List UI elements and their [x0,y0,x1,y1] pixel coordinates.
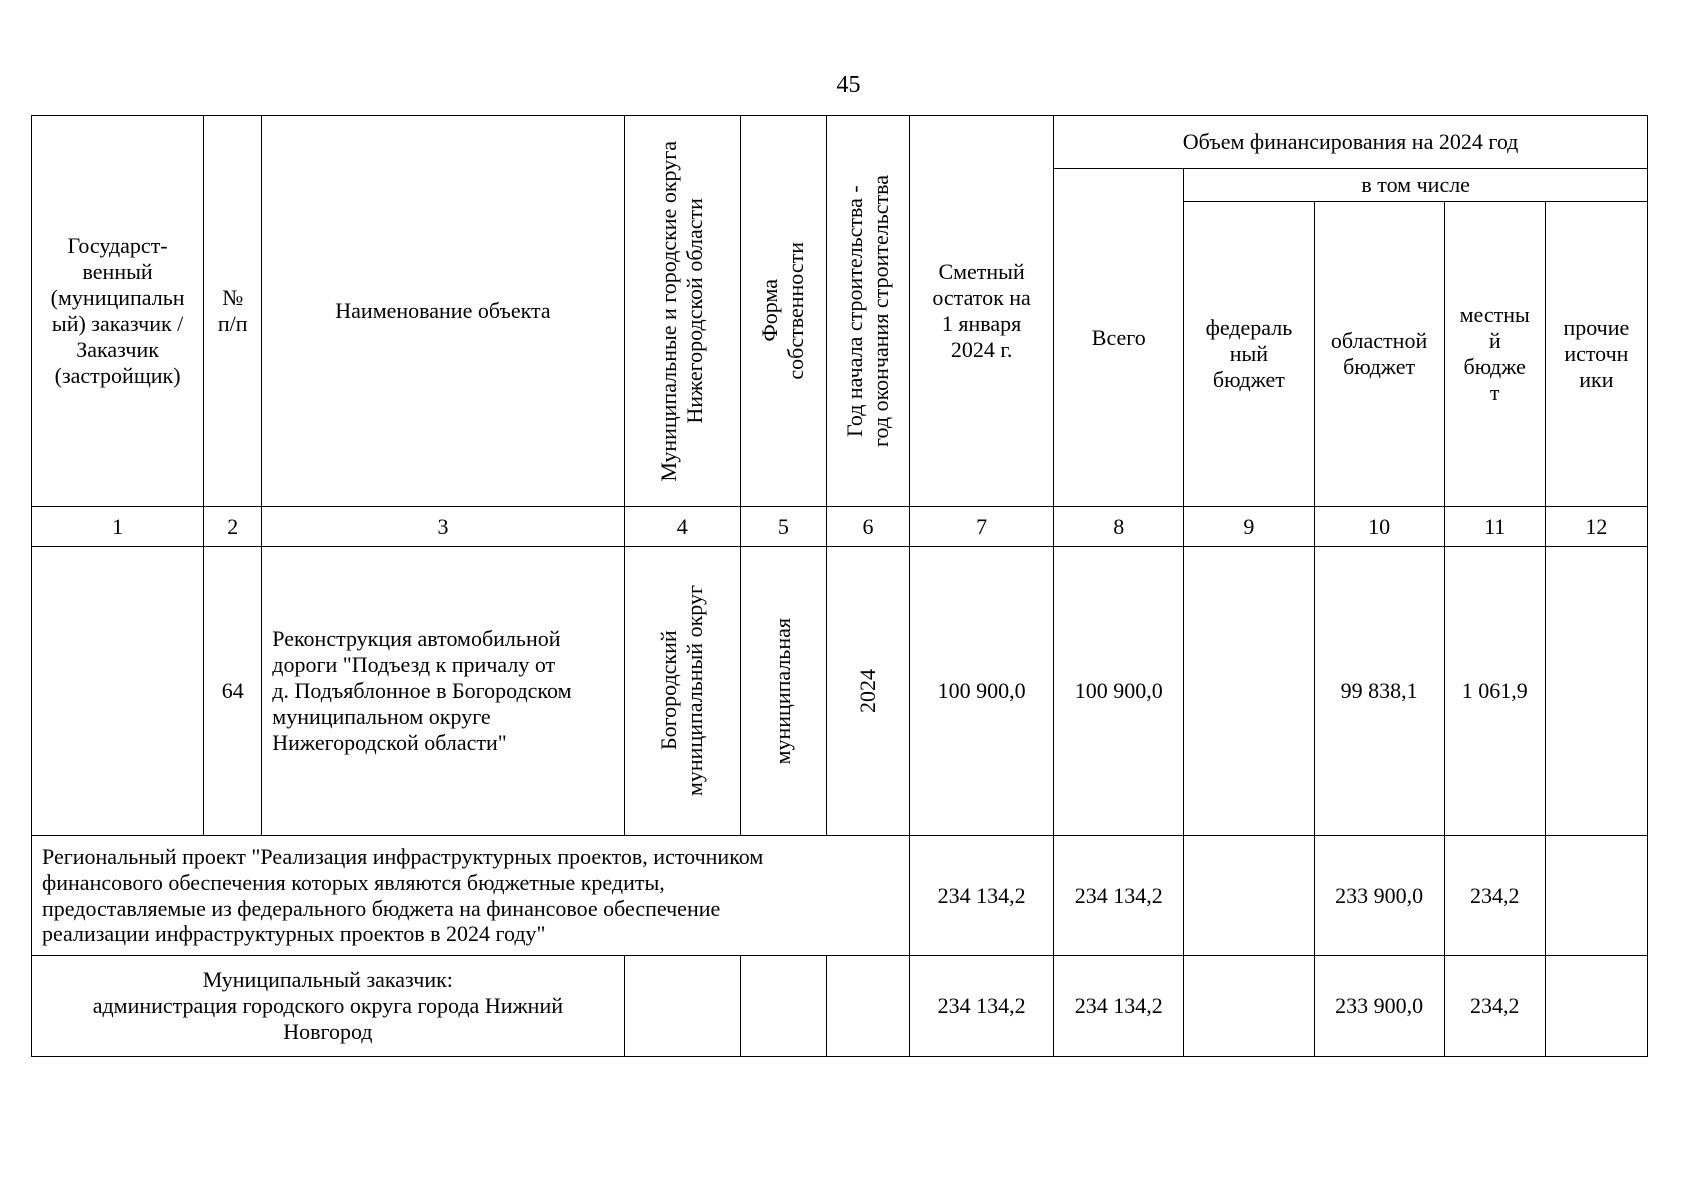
project-regional: 233 900,0 [1314,836,1444,956]
header-object-name: Наименование объекта [262,116,624,507]
table-row-object [32,547,1648,836]
header-other: прочие источн ики [1545,202,1647,507]
customer-empty-cell [826,956,909,1057]
column-number: 7 [910,507,1054,547]
project-local: 234,2 [1444,836,1545,956]
column-number: 1 [32,507,204,547]
object-total: 100 900,0 [1054,547,1184,836]
page-number: 45 [836,72,861,98]
object-estimate-remainder: 100 900,0 [910,547,1054,836]
table-row-municipal-customer [32,956,1648,1057]
project-estimate-remainder: 234 134,2 [910,836,1054,956]
project-total: 234 134,2 [1054,836,1184,956]
column-number: 4 [624,507,740,547]
header-estimate-remainder: Сметный остаток на 1 января 2024 г. [910,116,1054,507]
header-including: в том числе [1184,169,1648,202]
customer-other [1545,956,1647,1057]
customer-empty-cell [740,956,826,1057]
header-federal: федераль ный бюджет [1184,202,1314,507]
customer-regional: 233 900,0 [1314,956,1444,1057]
header-years: Год начала строительства - год окончания строительства [826,116,909,507]
column-number: 9 [1184,507,1314,547]
project-federal [1184,836,1314,956]
customer-estimate-remainder: 234 134,2 [910,956,1054,1057]
header-ownership: Форма собственности [740,116,826,507]
header-funding-group: Объем финансирования на 2024 год [1054,116,1648,169]
column-number: 5 [740,507,826,547]
header-local: местны й бюдже т [1444,202,1545,507]
header-regional: областной бюджет [1314,202,1444,507]
object-ownership: муниципальная [740,547,826,836]
header-total: Всего [1054,169,1184,507]
object-years: 2024 [826,547,909,836]
object-federal [1184,547,1314,836]
municipal-customer-title: Муниципальный заказчик: администрация городского округа города Нижний Новгород [32,956,625,1057]
project-other [1545,836,1647,956]
object-regional: 99 838,1 [1314,547,1444,836]
object-district: Богородский муниципальный округ [624,547,740,836]
header-customer: Государст- венный (муниципальн ый) заказчик / Заказчик (застройщик) [32,116,204,507]
object-customer [32,547,204,836]
header-district: Муниципальные и городские округа Нижегородской области [624,116,740,507]
customer-federal [1184,956,1314,1057]
object-name: Реконструкция автомобильной дороги "Подъезд к причалу от д. Подъяблонное в Богородском муниципальном округе Нижегородской области" [262,547,624,836]
column-number: 3 [262,507,624,547]
column-number: 10 [1314,507,1444,547]
column-number: 8 [1054,507,1184,547]
column-number: 2 [204,507,262,547]
object-number: 64 [204,547,262,836]
customer-empty-cell [624,956,740,1057]
column-numbers-row [32,507,1648,547]
object-other [1545,547,1647,836]
column-number: 11 [1444,507,1545,547]
regional-project-title: Региональный проект "Реализация инфраструктурных проектов, источником финансового обеспечения которых являются бюджетные кредиты, предоставляемые из федерального бюджета на финансовое обеспечение реализации инфраструктурных проектов в 2024 году" [32,836,910,956]
column-number: 12 [1545,507,1647,547]
customer-total: 234 134,2 [1054,956,1184,1057]
header-number: № п/п [204,116,262,507]
financing-table [31,115,1648,1057]
column-number: 6 [826,507,909,547]
customer-local: 234,2 [1444,956,1545,1057]
object-local: 1 061,9 [1444,547,1545,836]
table-row-regional-project [32,836,1648,956]
